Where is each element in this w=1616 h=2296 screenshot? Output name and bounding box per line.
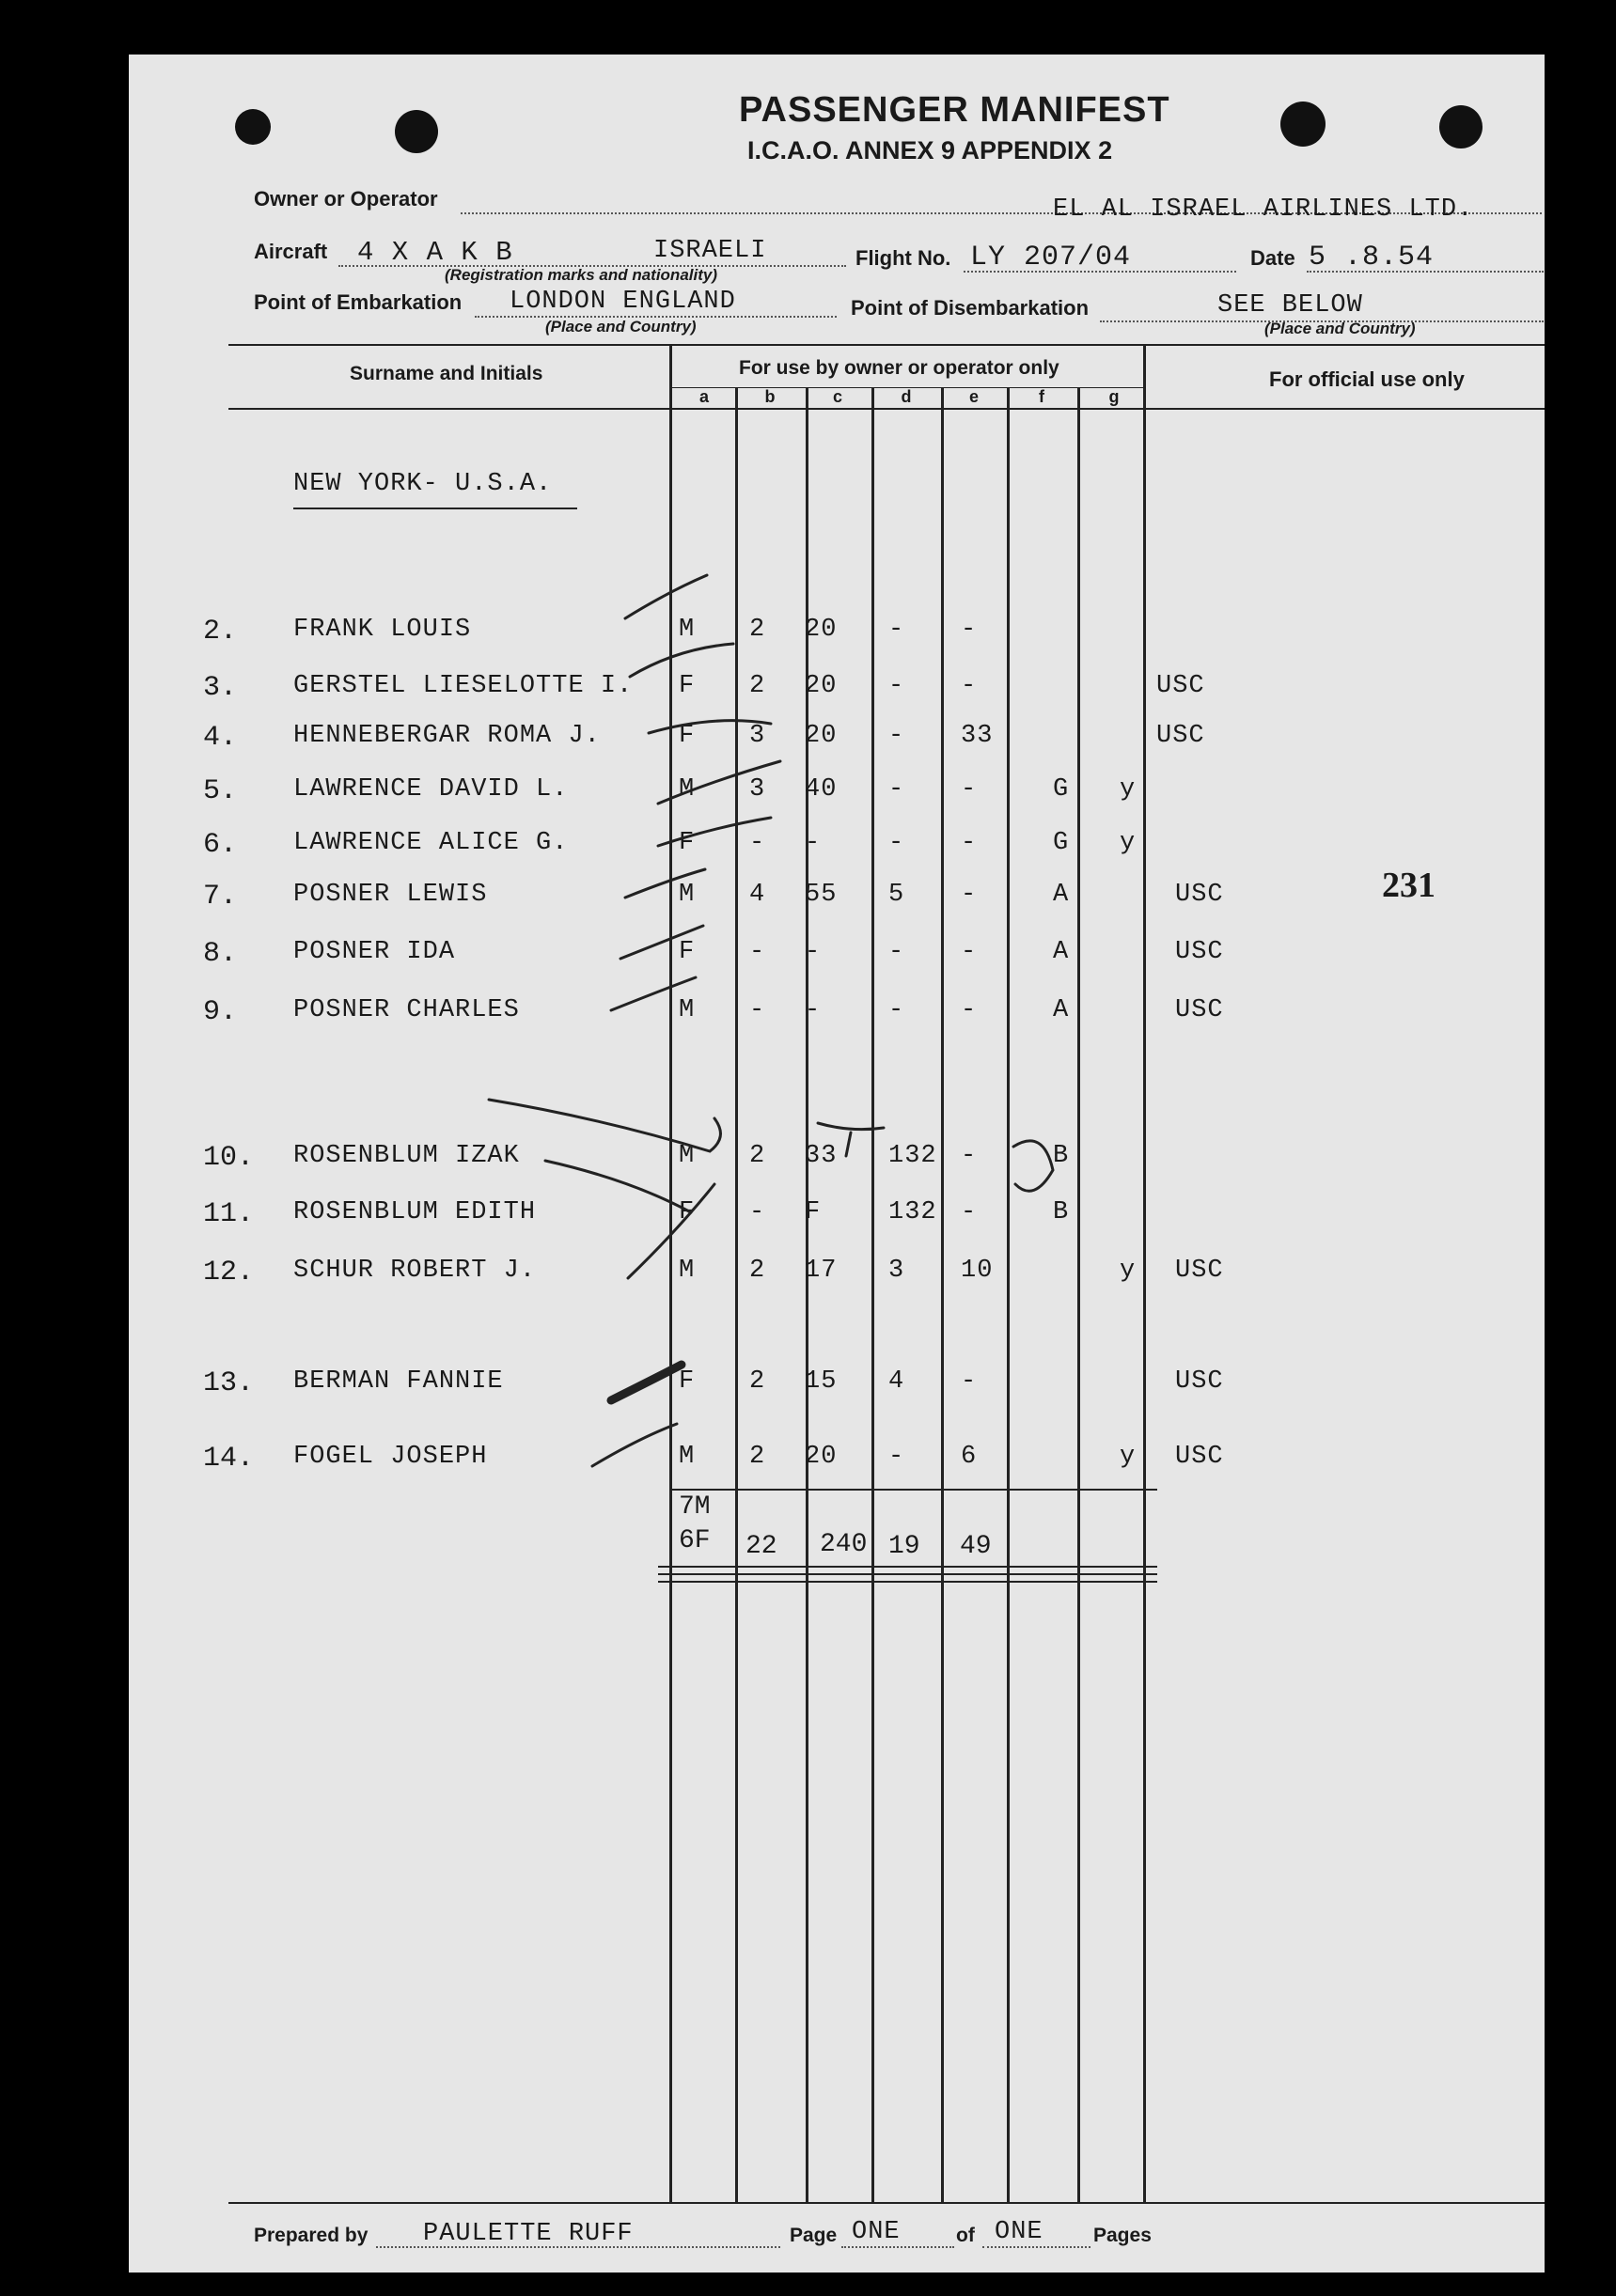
cell-d: 5 — [888, 881, 905, 909]
cell-no: 12. — [203, 1257, 255, 1289]
cell-e: - — [961, 829, 978, 857]
total-e: 49 — [960, 1532, 992, 1561]
cell-official: USC — [1175, 881, 1224, 909]
cell-c: 55 — [805, 881, 838, 909]
cell-a: M — [679, 1443, 696, 1471]
of-label: of — [956, 2225, 975, 2246]
cell-b: 2 — [749, 1142, 766, 1170]
strike-mark — [818, 1123, 884, 1156]
cell-no: 10. — [203, 1142, 255, 1174]
disembarkation-caption: (Place and Country) — [1264, 320, 1416, 337]
cell-c: 15 — [805, 1367, 838, 1396]
cell-f: G — [1053, 775, 1070, 804]
cell-b: - — [749, 1198, 766, 1226]
cell-c: 20 — [805, 1443, 838, 1471]
date-label: Date — [1250, 246, 1295, 270]
col-header-b: b — [764, 387, 776, 406]
cell-no: 5. — [203, 775, 238, 807]
cell-c: 17 — [805, 1257, 838, 1285]
page-value: ONE — [852, 2218, 901, 2246]
cell-no: 9. — [203, 996, 238, 1028]
cell-official: USC — [1156, 722, 1205, 750]
cell-a: F — [679, 672, 696, 700]
cell-b: - — [749, 996, 766, 1024]
prepared-by-label: Prepared by — [254, 2225, 369, 2246]
total-c: 240 — [820, 1530, 868, 1559]
cell-c: 20 — [805, 722, 838, 750]
cell-no: 3. — [203, 672, 238, 704]
cell-no: 4. — [203, 722, 238, 754]
cell-f: B — [1053, 1142, 1070, 1170]
check-mark — [545, 1161, 691, 1212]
check-mark — [611, 977, 696, 1010]
col-header-a: a — [698, 387, 709, 406]
cell-name: GERSTEL LIESELOTTE I. — [293, 672, 634, 700]
cell-no: 7. — [203, 881, 238, 913]
cell-a: M — [679, 775, 696, 804]
cell-d: 3 — [888, 1257, 905, 1285]
cell-a: M — [679, 1257, 696, 1285]
col-header-f: f — [1039, 387, 1044, 406]
official-stamp-number: 231 — [1382, 866, 1436, 905]
cell-a: F — [679, 829, 696, 857]
cell-name: POSNER IDA — [293, 938, 456, 966]
aircraft-label: Aircraft — [254, 240, 328, 263]
official-header: For official use only — [1269, 367, 1465, 391]
cell-d: - — [888, 996, 905, 1024]
cell-g: y — [1120, 1257, 1137, 1285]
cell-e: - — [961, 1367, 978, 1396]
cell-official: USC — [1175, 1443, 1224, 1471]
cell-no: 13. — [203, 1367, 255, 1399]
cell-b: 2 — [749, 616, 766, 644]
cell-name: ROSENBLUM EDITH — [293, 1198, 537, 1226]
cell-c: 20 — [805, 672, 838, 700]
cell-a: F — [679, 1198, 696, 1226]
cell-d: - — [888, 938, 905, 966]
owner-use-header: For use by owner or operator only — [739, 357, 1059, 379]
cell-e: - — [961, 616, 978, 644]
check-mark — [658, 761, 780, 804]
col-header-g: g — [1108, 387, 1120, 406]
cell-c: - — [805, 996, 822, 1024]
cell-b: 2 — [749, 1257, 766, 1285]
cell-b: 2 — [749, 1367, 766, 1396]
cell-g: y — [1120, 829, 1137, 857]
page-label: Page — [790, 2225, 838, 2246]
section-heading: NEW YORK- U.S.A. — [293, 470, 553, 498]
cell-official: USC — [1175, 1257, 1224, 1285]
cell-b: - — [749, 938, 766, 966]
strike-mark — [1013, 1141, 1053, 1191]
date-value: 5 .8.54 — [1309, 242, 1435, 273]
total-a-bottom: 6F — [679, 1526, 711, 1555]
disembarkation-label: Point of Disembarkation — [851, 296, 1090, 320]
cell-b: - — [749, 829, 766, 857]
embarkation-label: Point of Embarkation — [254, 290, 463, 314]
check-mark — [649, 721, 771, 733]
cell-name: POSNER CHARLES — [293, 996, 520, 1024]
cell-official: USC — [1175, 996, 1224, 1024]
cell-e: - — [961, 1198, 978, 1226]
cell-c: 40 — [805, 775, 838, 804]
cell-b: 3 — [749, 775, 766, 804]
cell-a: M — [679, 1142, 696, 1170]
cell-c: - — [805, 938, 822, 966]
disembarkation-value: SEE BELOW — [1217, 291, 1363, 320]
cell-d: 4 — [888, 1367, 905, 1396]
registration-caption: (Registration marks and nationality) — [445, 266, 717, 284]
cell-e: 33 — [961, 722, 994, 750]
cell-b: 2 — [749, 1443, 766, 1471]
flight-value: LY 207/04 — [970, 242, 1132, 273]
cell-a: F — [679, 938, 696, 966]
cell-no: 14. — [203, 1443, 255, 1475]
total-b: 22 — [745, 1532, 777, 1561]
cell-e: - — [961, 672, 978, 700]
cell-d: - — [888, 829, 905, 857]
check-mark — [611, 1365, 682, 1400]
cell-official: USC — [1175, 938, 1224, 966]
cell-name: SCHUR ROBERT J. — [293, 1257, 537, 1285]
owner-value: EL AL ISRAEL AIRLINES LTD. — [1053, 195, 1474, 224]
check-mark — [592, 1424, 677, 1466]
cell-b: 4 — [749, 881, 766, 909]
cell-name: ROSENBLUM IZAK — [293, 1142, 520, 1170]
cell-no: 8. — [203, 938, 238, 970]
check-mark — [625, 575, 707, 618]
cell-e: 6 — [961, 1443, 978, 1471]
page-title: PASSENGER MANIFEST — [739, 90, 1170, 130]
cell-name: LAWRENCE ALICE G. — [293, 829, 569, 857]
check-mark — [630, 644, 733, 677]
embarkation-value: LONDON ENGLAND — [510, 288, 736, 316]
cell-e: - — [961, 938, 978, 966]
cell-e: - — [961, 996, 978, 1024]
cell-f: B — [1053, 1198, 1070, 1226]
cell-c: - — [805, 829, 822, 857]
check-mark — [625, 869, 705, 898]
total-d: 19 — [888, 1532, 920, 1561]
cell-name: BERMAN FANNIE — [293, 1367, 504, 1396]
cell-f: A — [1053, 881, 1070, 909]
aircraft-nationality: ISRAELI — [653, 237, 767, 265]
pages-label: Pages — [1093, 2225, 1152, 2246]
check-mark — [628, 1184, 714, 1278]
check-mark — [620, 926, 703, 959]
flight-label: Flight No. — [855, 246, 951, 270]
cell-a: M — [679, 996, 696, 1024]
cell-e: - — [961, 775, 978, 804]
cell-name: FOGEL JOSEPH — [293, 1443, 488, 1471]
cell-d: - — [888, 672, 905, 700]
cell-official: USC — [1175, 1367, 1224, 1396]
cell-a: F — [679, 1367, 696, 1396]
cell-f: A — [1053, 996, 1070, 1024]
cell-e: - — [961, 1142, 978, 1170]
col-header-e: e — [968, 387, 979, 406]
cell-e: 10 — [961, 1257, 994, 1285]
cell-g: y — [1120, 1443, 1137, 1471]
of-value: ONE — [995, 2218, 1043, 2246]
cell-no: 11. — [203, 1198, 255, 1230]
cell-a: F — [679, 722, 696, 750]
cell-name: LAWRENCE DAVID L. — [293, 775, 569, 804]
cell-a: M — [679, 881, 696, 909]
cell-name: FRANK LOUIS — [293, 616, 472, 644]
cell-d: 132 — [888, 1142, 937, 1170]
cell-no: 6. — [203, 829, 238, 861]
col-header-d: d — [901, 387, 912, 406]
col-header-c: c — [832, 387, 842, 406]
cell-official: USC — [1156, 672, 1205, 700]
aircraft-registration: 4 X A K B — [357, 237, 513, 268]
cell-b: 3 — [749, 722, 766, 750]
cell-d: 132 — [888, 1198, 937, 1226]
cell-g: y — [1120, 775, 1137, 804]
owner-label: Owner or Operator — [254, 187, 438, 211]
cell-a: M — [679, 616, 696, 644]
cell-d: - — [888, 616, 905, 644]
page-subtitle: I.C.A.O. ANNEX 9 APPENDIX 2 — [747, 136, 1113, 164]
cell-c: 20 — [805, 616, 838, 644]
cell-c: 33 — [805, 1142, 838, 1170]
total-a-top: 7M — [679, 1492, 711, 1522]
cell-b: 2 — [749, 672, 766, 700]
cell-c: F — [805, 1198, 822, 1226]
cell-d: - — [888, 722, 905, 750]
cell-e: - — [961, 881, 978, 909]
check-mark — [658, 818, 771, 846]
embarkation-caption: (Place and Country) — [545, 318, 697, 336]
check-mark — [489, 1100, 720, 1151]
surname-header: Surname and Initials — [350, 363, 543, 384]
cell-no: 2. — [203, 616, 238, 648]
cell-name: POSNER LEWIS — [293, 881, 488, 909]
cell-f: G — [1053, 829, 1070, 857]
prepared-by-value: PAULETTE RUFF — [423, 2220, 634, 2248]
cell-d: - — [888, 1443, 905, 1471]
cell-name: HENNEBERGAR ROMA J. — [293, 722, 601, 750]
cell-d: - — [888, 775, 905, 804]
cell-f: A — [1053, 938, 1070, 966]
